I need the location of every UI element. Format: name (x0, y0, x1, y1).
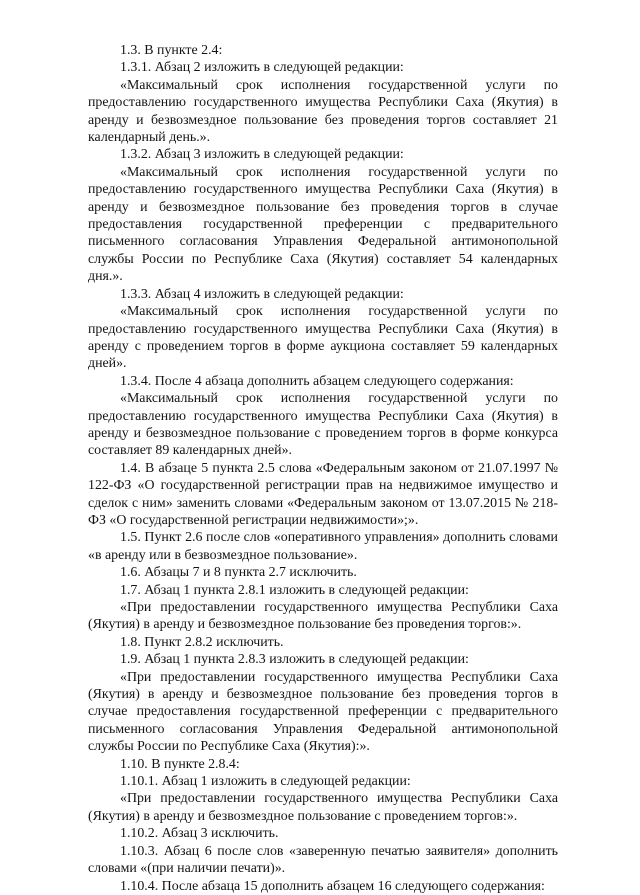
paragraph-quote-1-3-3: «Максимальный срок исполнения государственной услуги по предоставлению государственного имущества Республики Саха (Якутия) в аренду с проведением торгов в форме аукциона составляет 59 календарных дней». (88, 304, 558, 372)
paragraph-1-8: 1.8. Пункт 2.8.2 исключить. (120, 634, 284, 650)
paragraph-1-4: 1.4. В абзаце 5 пункта 2.5 слова «Федеральным законом от 21.07.1997 № 122-ФЗ «О государственной регистрации прав на недвижимое имущество и сделок с ним» заменить словами «Федеральным законом от 13.07.2015 № 218-ФЗ «О государственной регистрации недвижимости»;». (88, 460, 558, 528)
paragraph-quote-1-3-4: «Максимальный срок исполнения государственной услуги по предоставлению государственного имущества Республики Саха (Якутия) в аренду и безвозмездное пользование с проведением торгов в форме конкурса составляет 89 календарных дней». (88, 391, 558, 459)
paragraph-1-10-3: 1.10.3. Абзац 6 после слов «заверенную печатью заявителя» дополнить словами «(при наличии печати)». (88, 843, 558, 877)
paragraph-1-10-2: 1.10.2. Абзац 3 исключить. (120, 826, 279, 842)
paragraph-1-3-4: 1.3.4. После 4 абзаца дополнить абзацем следующего содержания: (120, 373, 514, 389)
paragraph-1-3-2: 1.3.2. Абзац 3 изложить в следующей редакции: (120, 147, 404, 163)
paragraph-quote-1-9: «При предоставлении государственного имущества Республики Саха (Якутия) в аренду и безвозмездное пользование без проведения торгов в случае предоставления государственной преференции с предварительного письменного согласования Управления Федеральной антимонопольной службы России по Республике Саха (Якутия):». (88, 669, 558, 755)
paragraph-1-5: 1.5. Пункт 2.6 после слов «оперативного управления» дополнить словами «в аренду или в безвозмездное пользование». (88, 530, 558, 563)
paragraph-1-10: 1.10. В пункте 2.8.4: (120, 756, 240, 772)
paragraph-1-7: 1.7. Абзац 1 пункта 2.8.1 изложить в следующей редакции: (120, 582, 469, 598)
paragraph-1-10-4: 1.10.4. После абзаца 15 дополнить абзацем 16 следующего содержания: (120, 878, 545, 894)
paragraph-quote-1-3-1: «Максимальный срок исполнения государственной услуги по предоставлению государственного имущества Республики Саха (Якутия) в аренду и безвозмездное пользование без проведения торгов составляет 21 календарный день.». (88, 77, 558, 146)
paragraph-1-6: 1.6. Абзацы 7 и 8 пункта 2.7 исключить. (120, 565, 357, 581)
paragraph-1-3-3: 1.3.3. Абзац 4 изложить в следующей редакции: (120, 286, 404, 302)
paragraph-1-3-1: 1.3.1. Абзац 2 изложить в следующей редакции: (120, 60, 404, 76)
paragraph-1-9: 1.9. Абзац 1 пункта 2.8.3 изложить в следующей редакции: (120, 652, 469, 668)
paragraph-quote-1-10-1: «При предоставлении государственного имущества Республики Саха (Якутия) в аренду и безвозмездное пользование с проведением торгов:». (88, 791, 558, 824)
paragraph-quote-1-3-2: «Максимальный срок исполнения государственной услуги по предоставлению государственного имущества Республики Саха (Якутия) в аренду и безвозмездное пользование без проведения торгов в случае предоставления государственной преференции с предварительного письменного согласования Управления Федеральной антимонопольной службы России по Республике Саха (Якутия) составляет 54 календарных дня.». (88, 164, 558, 285)
paragraph-1-3: 1.3. В пункте 2.4: (120, 43, 223, 58)
document-page (88, 42, 558, 895)
paragraph-quote-1-7: «При предоставлении государственного имущества Республики Саха (Якутия) в аренду и безвозмездное пользование без проведения торгов:». (88, 600, 558, 633)
paragraph-1-10-1: 1.10.1. Абзац 1 изложить в следующей редакции: (120, 774, 411, 790)
